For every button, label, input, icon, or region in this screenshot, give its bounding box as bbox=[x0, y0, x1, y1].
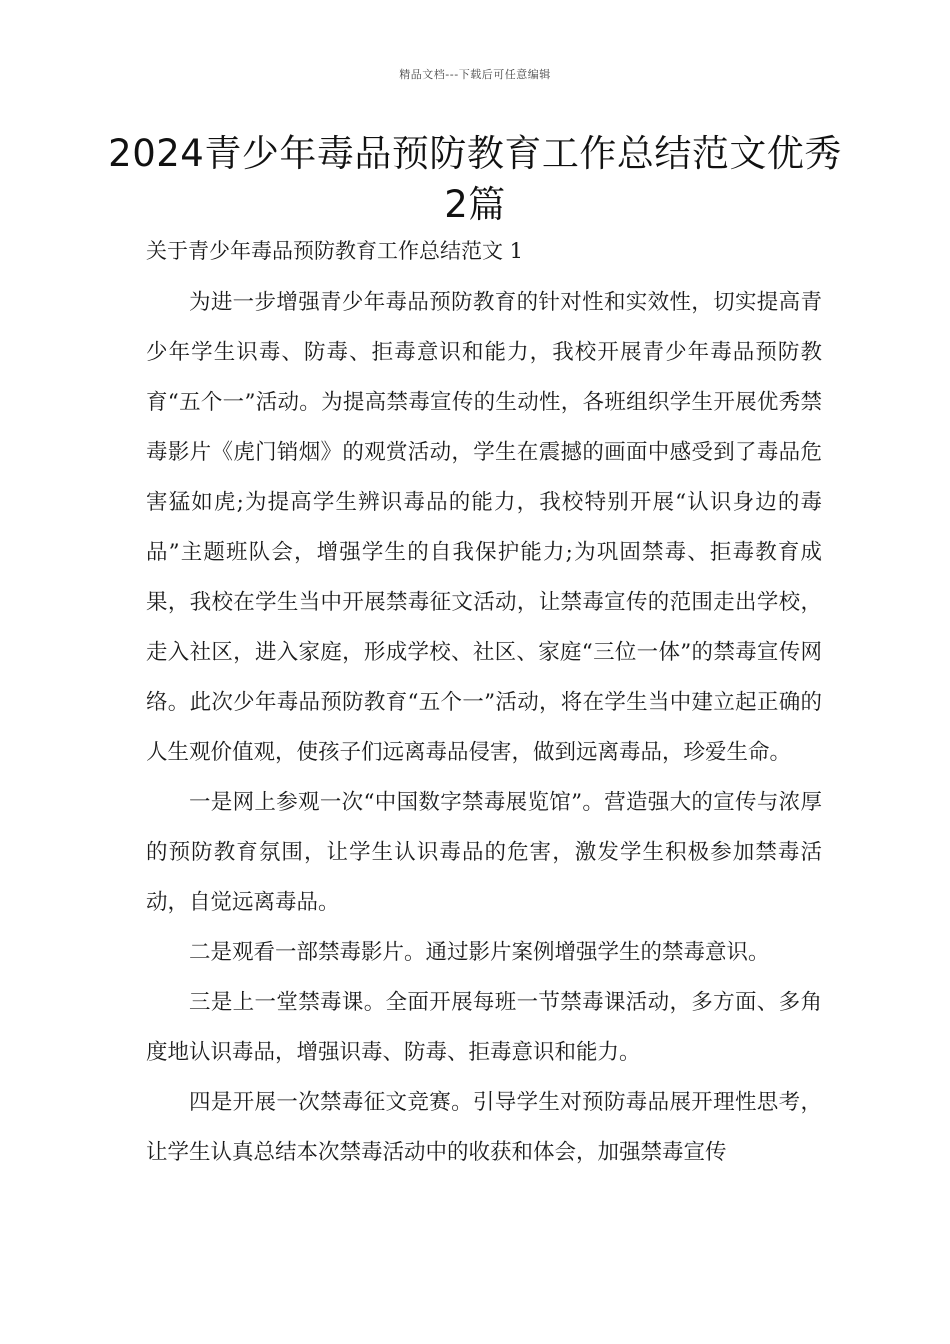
section-subtitle: 关于青少年毒品预防教育工作总结范文 1 bbox=[146, 239, 524, 263]
paragraph: 一是网上参观一次“中国数字禁毒展览馆”。营造强大的宣传与浓厚的预防教育氛围，让学生认识毒品的危害，激发学生积极参加禁毒活动，自觉远离毒品。 bbox=[146, 790, 822, 915]
header-note: 精品文档---下载后可任意编辑 bbox=[399, 68, 551, 81]
paragraph: 为进一步增强青少年毒品预防教育的针对性和实效性，切实提高青少年学生识毒、防毒、拒毒意识和能力，我校开展青少年毒品预防教育“五个一”活动。为提高禁毒宣传的生动性，各班组织学生开展优秀禁毒影片《虎门销烟》的观赏活动，学生在震撼的画面中感受到了毒品危害猛如虎;为提高学生辨识毒品的能力，我校特别开展“认识身边的毒品”主题班队会，增强学生的自我保护能力;为巩固禁毒、拒毒教育成果，我校在学生当中开展禁毒征文活动，让禁毒宣传的范围走出学校，走入社区，进入家庭，形成学校、社区、家庭“三位一体”的禁毒宣传网络。此次少年毒品预防教育“五个一”活动，将在学生当中建立起正确的人生观价值观，使孩子们远离毒品侵害，做到远离毒品，珍爱生命。 bbox=[146, 290, 822, 765]
paragraph: 三是上一堂禁毒课。全面开展每班一节禁毒课活动，多方面、多角度地认识毒品，增强识毒、防毒、拒毒意识和能力。 bbox=[146, 990, 822, 1065]
document-title: 2024青少年毒品预防教育工作总结范文优秀2篇 bbox=[108, 132, 842, 226]
paragraph: 四是开展一次禁毒征文竞赛。引导学生对预防毒品展开理性思考，让学生认真总结本次禁毒活动中的收获和体会，加强禁毒宣传 bbox=[146, 1090, 822, 1165]
document-body bbox=[146, 278, 822, 1178]
paragraph: 二是观看一部禁毒影片。通过影片案例增强学生的禁毒意识。 bbox=[189, 940, 770, 965]
